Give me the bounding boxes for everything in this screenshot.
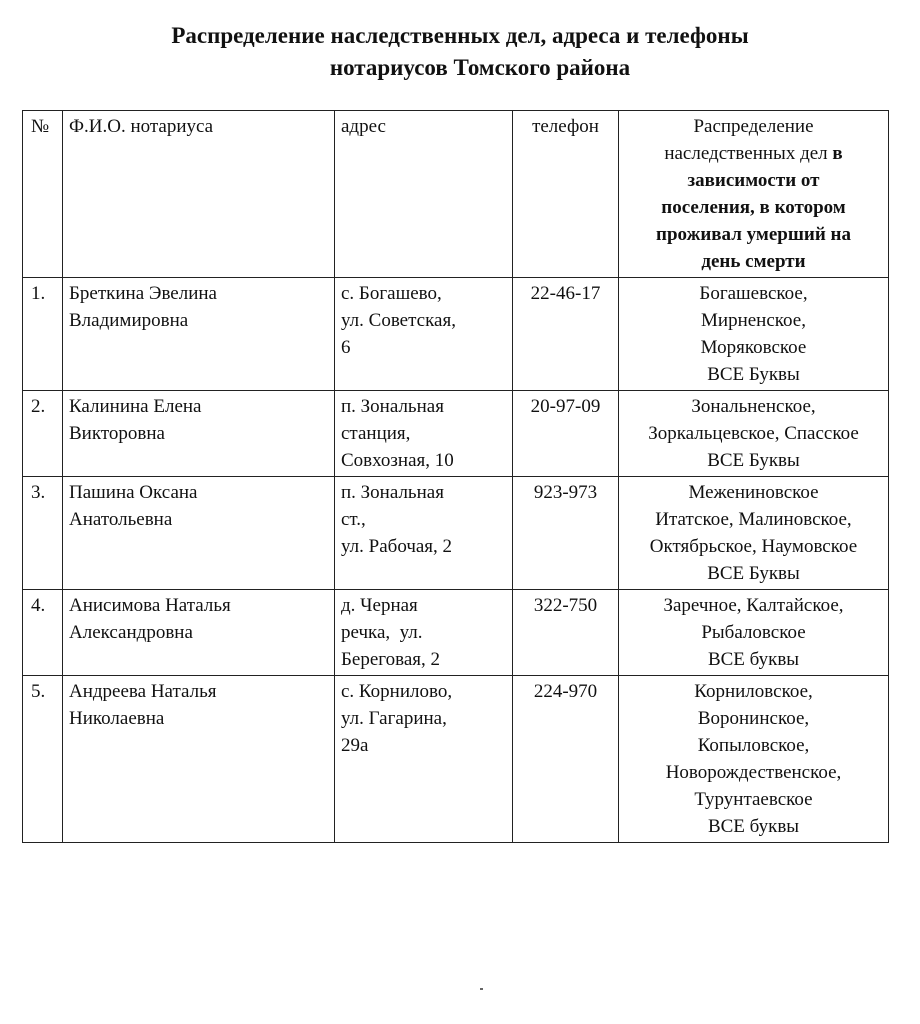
row-num: 5. — [23, 676, 63, 843]
address-line: ул. Советская, — [341, 310, 456, 331]
row-distribution — [619, 278, 889, 391]
row-num: 2. — [23, 391, 63, 477]
row-address — [335, 391, 513, 477]
header-distribution — [619, 111, 889, 278]
distribution-line: ВСЕ Буквы — [707, 563, 800, 584]
row-address — [335, 590, 513, 676]
address-line: с. Богашево, — [341, 283, 442, 304]
address-line: п. Зональная — [341, 482, 444, 503]
row-address — [335, 477, 513, 590]
distribution-line: ВСЕ буквы — [707, 649, 800, 670]
table-row — [23, 391, 889, 477]
row-phone: 322-750 — [513, 590, 619, 676]
row-address — [335, 676, 513, 843]
row-name — [63, 676, 335, 843]
header-dist-line: проживал умерший на — [656, 224, 851, 245]
distribution-line: Итатское, Малиновское, — [655, 509, 852, 530]
distribution-line: Межениновское — [688, 482, 819, 503]
distribution-line: Заречное, Калтайское, — [663, 595, 844, 616]
row-distribution — [619, 477, 889, 590]
address-line: Совхозная, 10 — [341, 450, 454, 471]
header-dist-line — [619, 140, 888, 167]
distribution-line: Моряковское — [700, 337, 807, 358]
header-address: адрес — [335, 111, 513, 278]
address-line: д. Черная — [341, 595, 418, 616]
distribution-line: Копыловское, — [697, 735, 810, 756]
row-distribution — [619, 676, 889, 843]
row-name — [63, 391, 335, 477]
row-name — [63, 278, 335, 391]
table-header-row — [23, 111, 889, 278]
name-line: Калинина Елена — [69, 396, 202, 417]
distribution-line: Октябрьское, Наумовское — [649, 536, 858, 557]
table-row — [23, 477, 889, 590]
header-name: Ф.И.О. нотариуса — [63, 111, 335, 278]
name-line: Александровна — [69, 622, 193, 643]
address-line: ул. Гагарина, — [341, 708, 447, 729]
header-dist-bold: в — [832, 143, 843, 164]
table-row — [23, 590, 889, 676]
distribution-line: Рыбаловское — [701, 622, 806, 643]
distribution-line: Корниловское, — [694, 681, 813, 702]
table-row — [23, 278, 889, 391]
row-name — [63, 477, 335, 590]
title-line-2: нотариусов Томского района — [329, 55, 631, 80]
name-line: Бреткина Эвелина — [69, 283, 217, 304]
row-distribution — [619, 590, 889, 676]
address-line: ст., — [341, 509, 366, 530]
address-line: п. Зональная — [341, 396, 444, 417]
row-name — [63, 590, 335, 676]
address-line: Береговая, 2 — [341, 649, 440, 670]
distribution-line: ВСЕ буквы — [707, 816, 800, 837]
header-dist-line: день смерти — [701, 251, 806, 272]
address-line: 29а — [341, 735, 369, 756]
distribution-line: Мирненское, — [701, 310, 806, 331]
address-line: станция, — [341, 423, 411, 444]
notaries-table — [22, 110, 889, 843]
distribution-line: Зональненское, — [691, 396, 816, 417]
header-phone: телефон — [513, 111, 619, 278]
row-phone: 20-97-09 — [513, 391, 619, 477]
row-distribution — [619, 391, 889, 477]
scan-speck — [480, 988, 483, 990]
address-line: ул. Рабочая, 2 — [341, 536, 453, 557]
header-dist-plain: наследственных дел — [664, 143, 828, 164]
row-num: 1. — [23, 278, 63, 391]
name-line: Анисимова Наталья — [69, 595, 231, 616]
name-line: Николаевна — [69, 708, 165, 729]
name-line: Пашина Оксана — [69, 482, 198, 503]
row-phone: 22-46-17 — [513, 278, 619, 391]
row-address — [335, 278, 513, 391]
distribution-line: Богашевское, — [699, 283, 808, 304]
row-num: 3. — [23, 477, 63, 590]
distribution-line: Воронинское, — [697, 708, 810, 729]
name-line: Анатольевна — [69, 509, 173, 530]
address-line: 6 — [341, 337, 351, 358]
table-row — [23, 676, 889, 843]
header-num: № — [23, 111, 63, 278]
row-num: 4. — [23, 590, 63, 676]
header-dist-line: поселения, в котором — [661, 197, 846, 218]
header-dist-line: зависимости от — [687, 170, 820, 191]
name-line: Андреева Наталья — [69, 681, 217, 702]
distribution-line: Турунтаевское — [694, 789, 813, 810]
distribution-line: ВСЕ Буквы — [707, 364, 800, 385]
name-line: Владимировна — [69, 310, 189, 331]
title-line-1: Распределение наследственных дел, адреса и телефоны — [171, 23, 749, 48]
row-phone: 224-970 — [513, 676, 619, 843]
distribution-line: Зоркальцевское, Спасское — [648, 423, 859, 444]
address-line: речка, ул. — [341, 622, 423, 643]
distribution-line: ВСЕ Буквы — [707, 450, 800, 471]
address-line: с. Корнилово, — [341, 681, 453, 702]
header-dist-line: Распределение — [693, 116, 814, 137]
distribution-line: Новорождественское, — [665, 762, 842, 783]
document-title — [0, 20, 920, 84]
name-line: Викторовна — [69, 423, 165, 444]
row-phone: 923-973 — [513, 477, 619, 590]
